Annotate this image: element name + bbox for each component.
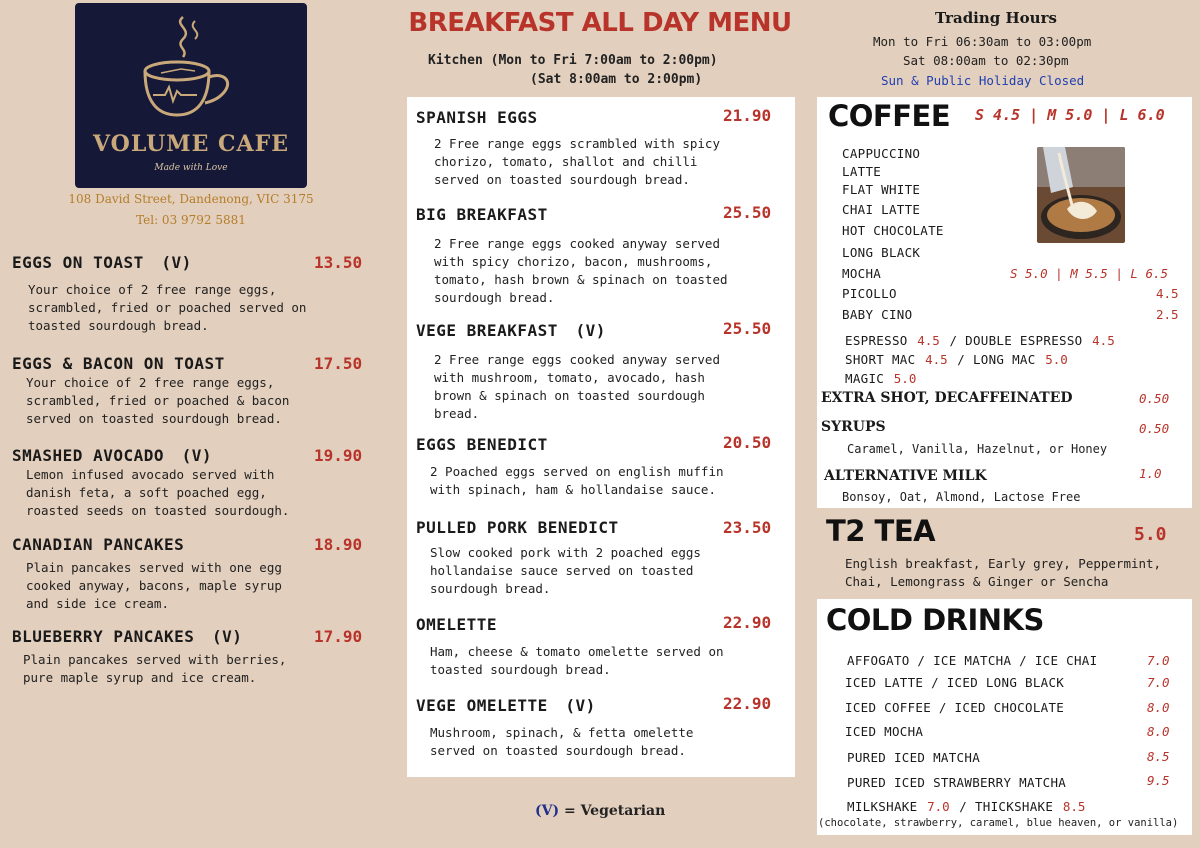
left-item-canadian-pancakes xyxy=(12,535,372,613)
item-desc: Plain pancakes served with one egg xyxy=(26,560,282,575)
mid-item-big-breakfast xyxy=(416,205,786,307)
magic-line xyxy=(845,368,916,387)
syrups-label: SYRUPS xyxy=(821,419,886,435)
coffee-item: CAPPUCCINO xyxy=(842,146,921,161)
item-desc: served on toasted sourdough bread. xyxy=(26,411,282,426)
coffee-picollo: PICOLLO xyxy=(842,286,897,301)
item-title: EGGS BENEDICT xyxy=(416,435,548,454)
item-price: 22.90 xyxy=(723,613,772,632)
item-desc: Ham, cheese & tomato omelette served on xyxy=(430,644,724,659)
espresso-line xyxy=(845,330,1115,349)
item-desc: scrambled, fried or poached & bacon xyxy=(26,393,290,408)
item-desc: 2 Free range eggs cooked anyway served xyxy=(434,352,720,367)
short-mac-label: SHORT MAC xyxy=(845,352,916,367)
coffee-sizes: S 4.5 | M 5.0 | L 6.0 xyxy=(975,106,1165,124)
milkshake-label: MILKSHAKE xyxy=(847,799,918,814)
item-title: EGGS ON TOAST xyxy=(12,253,144,272)
shake-line xyxy=(847,796,1085,815)
item-price: 13.50 xyxy=(314,253,363,272)
legend-v: (V) xyxy=(535,803,560,819)
menu-title: BREAKFAST ALL DAY MENU xyxy=(408,8,792,38)
item-price: 22.90 xyxy=(723,694,772,713)
item-desc: with spicy chorizo, bacon, mushrooms, xyxy=(434,254,713,269)
item-price: 17.50 xyxy=(314,354,363,373)
coffee-list-top xyxy=(842,145,920,199)
cold-item: ICED LATTE / ICED LONG BLACK xyxy=(845,675,1065,690)
thickshake-price: 8.5 xyxy=(1062,799,1086,814)
coffee-item: LATTE xyxy=(842,164,882,179)
legend-text: = Vegetarian xyxy=(564,803,666,819)
cold-price: 7.0 xyxy=(1147,653,1170,668)
cafe-name: VOLUME CAFE xyxy=(92,131,290,157)
double-espresso-label: / DOUBLE ESPRESSO xyxy=(949,333,1083,348)
item-title: CANADIAN PANCAKES xyxy=(12,535,185,554)
vegetarian-legend xyxy=(535,803,665,819)
item-desc: tomato, hash brown & spinach on toasted xyxy=(434,272,728,287)
coffee-title: COFFEE xyxy=(828,99,951,133)
item-desc: roasted seeds on toasted sourdough. xyxy=(26,503,290,518)
syrups-list: Caramel, Vanilla, Hazelnut, or Honey xyxy=(847,442,1108,456)
hours-sun: Sun & Public Holiday Closed xyxy=(881,73,1085,88)
item-desc: Plain pancakes served with berries, xyxy=(23,652,287,667)
item-desc: Lemon infused avocado served with xyxy=(26,467,275,482)
item-title: BIG BREAKFAST xyxy=(416,205,548,224)
item-desc: danish feta, a soft poached egg, xyxy=(26,485,267,500)
tea-price: 5.0 xyxy=(1134,524,1167,545)
latte-art-photo xyxy=(1037,147,1125,243)
veg-badge: (V) xyxy=(181,446,213,465)
item-desc: Your choice of 2 free range eggs, xyxy=(28,282,277,297)
kitchen-hours-weekday: Kitchen (Mon to Fri 7:00am to 2:00pm) xyxy=(428,53,718,68)
baby-cino-price: 2.5 xyxy=(1156,307,1179,322)
extra-shot-price: 0.50 xyxy=(1139,391,1170,406)
item-price: 25.50 xyxy=(723,203,772,222)
item-desc: pure maple syrup and ice cream. xyxy=(23,670,257,685)
item-desc: chorizo, tomato, shallot and chilli xyxy=(434,154,698,169)
item-price: 19.90 xyxy=(314,446,363,465)
item-price: 23.50 xyxy=(723,518,772,537)
hours-weekday: Mon to Fri 06:30am to 03:00pm xyxy=(873,34,1092,49)
cafe-phone: Tel: 03 9792 5881 xyxy=(136,213,246,227)
item-desc: toasted sourdough bread. xyxy=(28,318,209,333)
mid-item-vege-breakfast xyxy=(416,321,786,423)
veg-badge: (V) xyxy=(212,627,243,646)
coffee-item: FLAT WHITE xyxy=(842,182,921,197)
cold-item: ICED MOCHA xyxy=(845,724,924,739)
mid-item-vege-omelette xyxy=(416,696,786,760)
coffee-item: CHAI LATTE xyxy=(842,202,921,217)
item-title: BLUEBERRY PANCAKES xyxy=(12,627,195,646)
latte-art-icon xyxy=(1037,147,1125,243)
item-price: 25.50 xyxy=(723,319,772,338)
coffee-cup-icon xyxy=(139,13,243,125)
mid-item-omelette xyxy=(416,615,786,679)
item-desc: 2 Free range eggs cooked anyway served xyxy=(434,236,720,251)
left-item-eggs-on-toast xyxy=(12,253,372,335)
cold-drinks-title: COLD DRINKS xyxy=(826,603,1044,637)
tea-title: T2 TEA xyxy=(826,514,936,548)
item-desc: sourdough bread. xyxy=(434,290,555,305)
veg-badge: (V) xyxy=(575,321,606,340)
cold-item: PURED ICED MATCHA xyxy=(847,750,981,765)
syrups-price: 0.50 xyxy=(1139,421,1170,436)
item-desc: toasted sourdough bread. xyxy=(430,662,611,677)
alt-milk-price: 1.0 xyxy=(1139,466,1162,481)
extra-shot-label: EXTRA SHOT, DECAFFEINATED xyxy=(821,390,1073,406)
alt-milk-list: Bonsoy, Oat, Almond, Lactose Free xyxy=(842,490,1081,504)
item-desc: and side ice cream. xyxy=(26,596,169,611)
mid-item-spanish-eggs xyxy=(416,108,786,189)
cold-price: 8.0 xyxy=(1147,700,1170,715)
coffee-baby-cino: BABY CINO xyxy=(842,307,913,322)
item-desc: brown & spinach on toasted sourdough xyxy=(434,388,705,403)
shake-flavours: (chocolate, strawberry, caramel, blue heaven, or vanilla) xyxy=(818,817,1179,829)
cold-price: 8.5 xyxy=(1147,749,1170,764)
mid-item-pulled-pork-benedict xyxy=(416,518,786,598)
double-espresso-price: 4.5 xyxy=(1092,333,1115,348)
item-desc: cooked anyway, bacons, maple syrup xyxy=(26,578,282,593)
mocha-sizes: S 5.0 | M 5.5 | L 6.5 xyxy=(1010,266,1169,281)
item-desc: hollandaise sauce served on toasted xyxy=(430,563,694,578)
cold-price: 9.5 xyxy=(1147,773,1170,788)
veg-badge: (V) xyxy=(565,696,596,715)
long-mac-price: 5.0 xyxy=(1045,352,1068,367)
item-price: 21.90 xyxy=(723,106,772,125)
item-desc: served on toasted sourdough bread. xyxy=(434,172,690,187)
cold-item: PURED ICED STRAWBERRY MATCHA xyxy=(847,775,1067,790)
picollo-price: 4.5 xyxy=(1156,286,1179,301)
item-desc: Your choice of 2 free range eggs, xyxy=(26,375,275,390)
item-desc: 2 Free range eggs scrambled with spicy xyxy=(434,136,720,151)
item-price: 18.90 xyxy=(314,535,363,554)
hours-sat: Sat 08:00am to 02:30pm xyxy=(903,53,1069,68)
mac-line xyxy=(845,349,1068,368)
trading-hours-title: Trading Hours xyxy=(935,9,1057,27)
item-title: EGGS & BACON ON TOAST xyxy=(12,354,225,373)
tea-list-1: English breakfast, Early grey, Peppermint, xyxy=(845,556,1162,571)
magic-price: 5.0 xyxy=(893,371,917,386)
tea-list-2: Chai, Lemongrass & Ginger or Sencha xyxy=(845,574,1109,589)
cold-item: AFFOGATO / ICE MATCHA / ICE CHAI xyxy=(847,653,1098,668)
thickshake-label: / THICKSHAKE xyxy=(959,799,1054,814)
item-title: PULLED PORK BENEDICT xyxy=(416,518,619,537)
item-title: VEGE BREAKFAST xyxy=(416,321,558,340)
item-price: 20.50 xyxy=(723,433,772,452)
item-desc: with mushroom, tomato, avocado, hash xyxy=(434,370,705,385)
cafe-address: 108 David Street, Dandenong, VIC 3175 xyxy=(68,192,314,206)
item-title: SPANISH EGGS xyxy=(416,108,538,127)
veg-badge: (V) xyxy=(161,253,192,272)
coffee-item: HOT CHOCOLATE xyxy=(842,223,944,238)
long-mac-label: / LONG MAC xyxy=(957,352,1036,367)
mid-item-eggs-benedict xyxy=(416,435,786,499)
item-desc: Slow cooked pork with 2 poached eggs xyxy=(430,545,701,560)
item-desc: Mushroom, spinach, & fetta omelette xyxy=(430,725,694,740)
item-price: 17.90 xyxy=(314,627,363,646)
coffee-mocha: MOCHA xyxy=(842,266,882,281)
item-desc: sourdough bread. xyxy=(430,581,551,596)
item-title: VEGE OMELETTE xyxy=(416,696,548,715)
item-desc: bread. xyxy=(434,406,480,421)
item-title: OMELETTE xyxy=(416,615,498,634)
cold-price: 7.0 xyxy=(1147,675,1170,690)
item-desc: served on toasted sourdough bread. xyxy=(430,743,686,758)
cafe-logo xyxy=(75,3,307,188)
magic-label: MAGIC xyxy=(845,371,885,386)
short-mac-price: 4.5 xyxy=(925,352,948,367)
espresso-price: 4.5 xyxy=(917,333,940,348)
kitchen-hours-sat: (Sat 8:00am to 2:00pm) xyxy=(530,72,703,87)
item-desc: with spinach, ham & hollandaise sauce. xyxy=(430,482,716,497)
espresso-label: ESPRESSO xyxy=(845,333,908,348)
coffee-item: LONG BLACK xyxy=(842,245,921,260)
item-title: SMASHED AVOCADO xyxy=(12,446,164,465)
left-item-blueberry-pancakes xyxy=(12,627,372,687)
cold-item: ICED COFFEE / ICED CHOCOLATE xyxy=(845,700,1065,715)
left-item-eggs-bacon xyxy=(12,354,372,428)
left-item-smashed-avocado xyxy=(12,446,372,520)
milkshake-price: 7.0 xyxy=(927,799,950,814)
item-desc: 2 Poached eggs served on english muffin xyxy=(430,464,724,479)
cafe-tagline: Made with Love xyxy=(154,163,228,173)
cold-price: 8.0 xyxy=(1147,724,1170,739)
alt-milk-label: ALTERNATIVE MILK xyxy=(824,468,987,484)
item-desc: scrambled, fried or poached served on xyxy=(28,300,307,315)
